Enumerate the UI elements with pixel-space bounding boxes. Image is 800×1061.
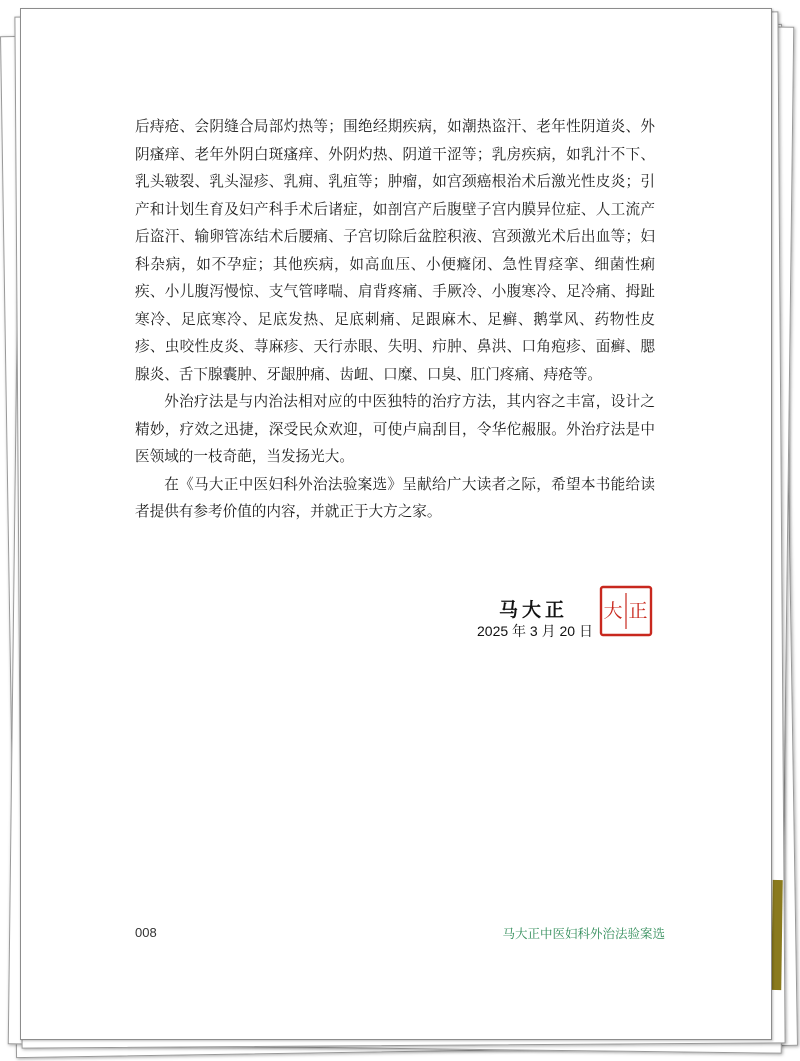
preface-body xyxy=(135,113,655,526)
seal-glyph: 大 xyxy=(603,600,623,622)
author-signature: 马大正 xyxy=(499,599,569,621)
paragraph: 外治疗法是与内治法相对应的中医独特的治疗方法，其内容之丰富，设计之精妙，疗效之迅捷，深受民众欢迎，可使卢扁刮目，令华佗赧服。外治疗法是中医领域的一枝奇葩，当发扬光大。 xyxy=(135,393,655,465)
seal-glyph: 正 xyxy=(628,600,648,622)
back-cover-edge xyxy=(771,880,783,990)
author-seal-stamp xyxy=(599,585,653,637)
book-page xyxy=(20,8,772,1040)
running-footer-title: 马大正中医妇科外治法验案选 xyxy=(502,926,665,941)
paragraph: 后痔疮、会阴缝合局部灼热等；围绝经期疾病，如潮热盗汗、老年性阴道炎、外阴瘙痒、老年外阴白斑瘙痒、外阴灼热、阴道干涩等；乳房疾病，如乳汁不下、乳头皲裂、乳头湿疹、乳痈、乳疽等；肿瘤，如宫颈癌根治术后激光性皮炎；引产和计划生育及妇产科手术后诸症，如剖宫产后腹壁子宫内膜异位症、人工流产后盗汗、输卵管冻结术后腰痛、子宫切除后盆腔积液、宫颈激光术后出血等；妇科杂病，如不孕症；其他疾病，如高血压、小便癃闭、急性胃痉挛、细菌性痢疾、小儿腹泻慢惊、支气管哮喘、肩背疼痛、手厥冷、小腹寒冷、足冷痛、拇趾寒冷、足底寒冷、足底发热、足底刺痛、足跟麻木、足癣、鹅掌风、药物性皮疹、虫咬性皮炎、荨麻疹、天行赤眼、失明、疖肿、鼻洪、口角疱疹、面癣、腮腺炎、舌下腺囊肿、牙龈肿痛、齿衄、口糜、口臭、肛门疼痛、痔疮等。 xyxy=(135,118,655,383)
signature-date: 2025 年 3 月 20 日 xyxy=(477,623,593,639)
page-number: 008 xyxy=(135,925,157,940)
paragraph: 在《马大正中医妇科外治法验案选》呈献给广大读者之际，希望本书能给读者提供有参考价值的内容，并就正于大方之家。 xyxy=(135,475,655,520)
